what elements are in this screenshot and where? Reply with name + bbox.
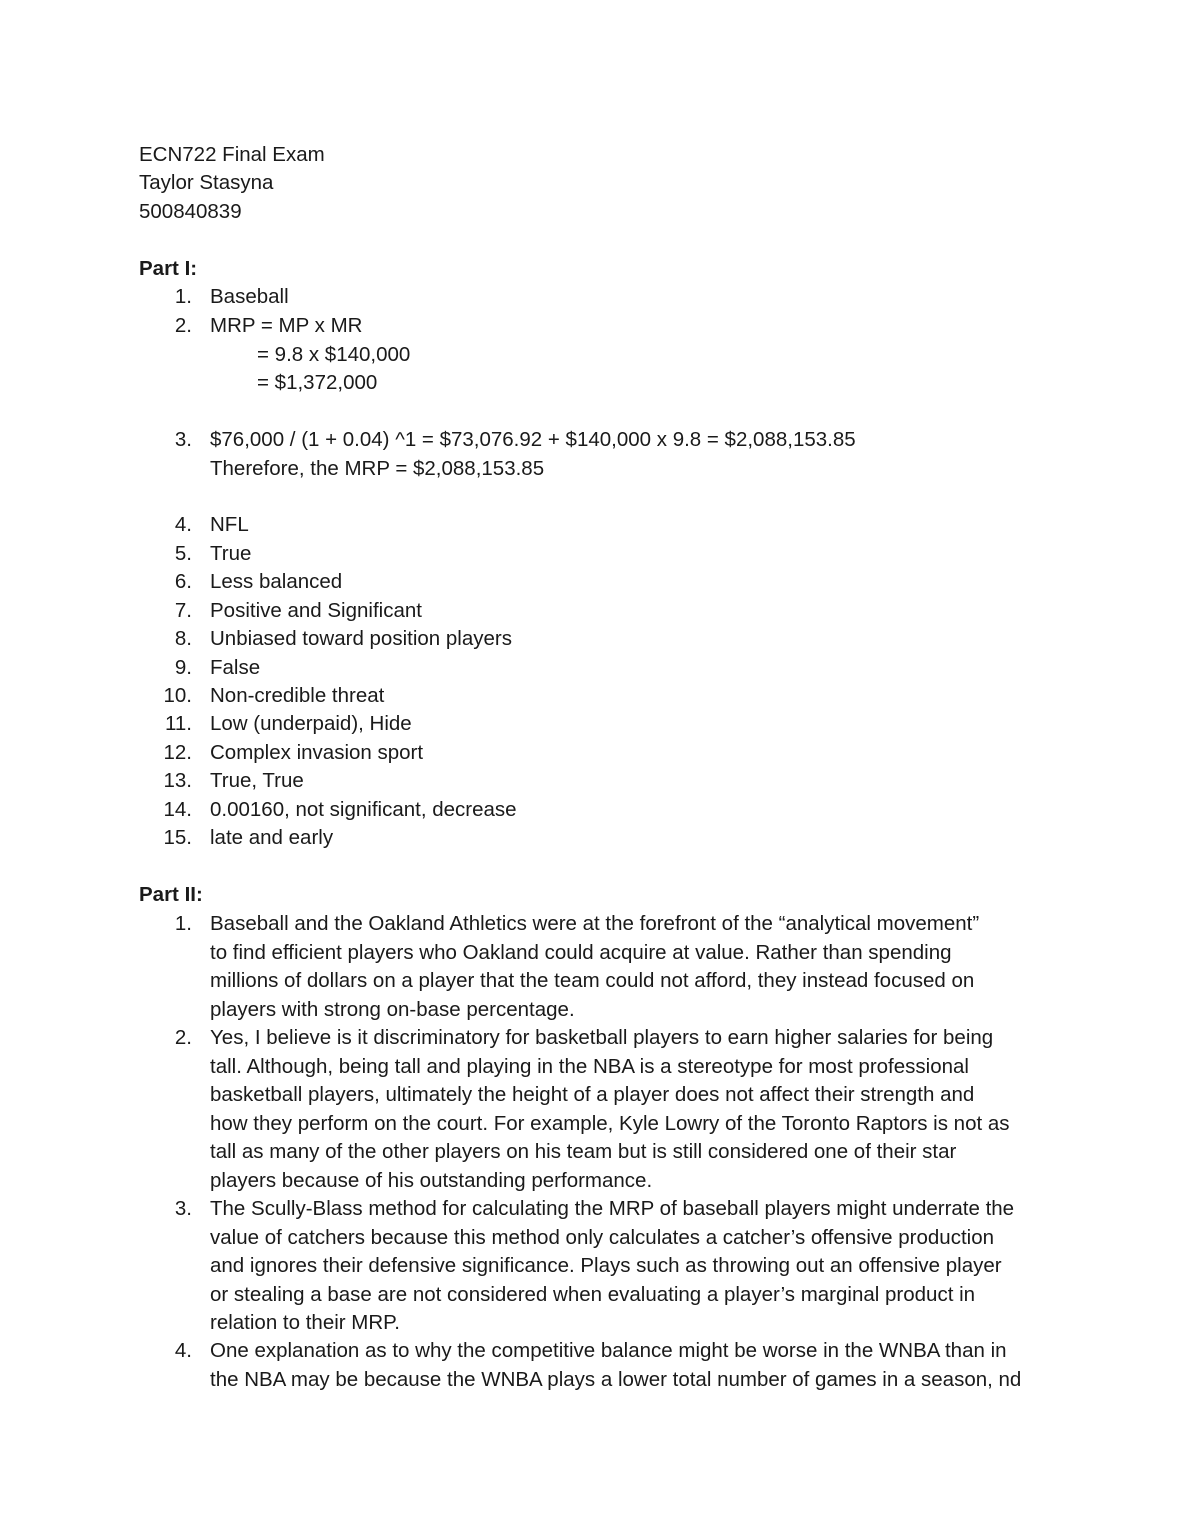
list-item-text: Less balanced xyxy=(210,570,343,593)
list-item-text: Therefore, the MRP = $2,088,153.85 xyxy=(210,456,545,480)
part-1-heading: Part I: xyxy=(139,257,198,280)
list-item-number: 8. xyxy=(174,627,192,650)
list-item-text: Baseball xyxy=(210,285,289,308)
list-item-text: True, True xyxy=(210,769,304,792)
list-item-text: NFL xyxy=(210,513,249,536)
student-name: Taylor Stasyna xyxy=(139,171,274,194)
list-item-number: 1. xyxy=(174,912,192,935)
list-item-number: 5. xyxy=(174,542,192,565)
paragraph-line: and ignores their defensive significance. Plays such as throwing out an offensive player xyxy=(210,1254,1002,1277)
list-item-text: True xyxy=(210,542,252,565)
list-item-text: 0.00160, not significant, decrease xyxy=(210,798,517,821)
list-item-number: 13. xyxy=(163,769,192,792)
list-item-number: 12. xyxy=(163,741,192,764)
paragraph-line: relation to their MRP. xyxy=(210,1311,400,1334)
list-item-number: 15. xyxy=(163,826,192,849)
student-id: 500840839 xyxy=(139,200,242,223)
paragraph-line: players with strong on-base percentage. xyxy=(210,997,575,1021)
paragraph-line: millions of dollars on a player that the team could not afford, they instead focused on xyxy=(210,969,975,992)
list-item-number: 7. xyxy=(174,599,192,622)
list-item-number: 4. xyxy=(174,1339,192,1362)
list-item-number: 4. xyxy=(174,513,192,536)
list-item-text: Complex invasion sport xyxy=(210,741,424,764)
paragraph-line: One explanation as to why the competitive balance might be worse in the WNBA than in xyxy=(210,1339,1007,1362)
list-item-number: 2. xyxy=(174,314,192,337)
equation-line: = $1,372,000 xyxy=(257,371,378,394)
list-item-number: 9. xyxy=(174,656,192,679)
list-item-number: 1. xyxy=(174,285,192,308)
paragraph-line: to find efficient players who Oakland could acquire at value. Rather than spending xyxy=(210,940,952,964)
list-item-number: 11. xyxy=(165,712,192,735)
paragraph-line: tall as many of the other players on his team but is still considered one of their star xyxy=(210,1140,957,1163)
list-item-number: 6. xyxy=(174,570,192,593)
list-item-text: Unbiased toward position players xyxy=(210,627,512,650)
paragraph-line: Baseball and the Oakland Athletics were at the forefront of the “analytical movement” xyxy=(210,912,980,935)
paragraph-line: how they perform on the court. For example, Kyle Lowry of the Toronto Raptors is not as xyxy=(210,1111,1010,1135)
paragraph-line: tall. Although, being tall and playing in the NBA is a stereotype for most professional xyxy=(210,1054,969,1078)
course-title: ECN722 Final Exam xyxy=(139,143,325,166)
list-item-number: 14. xyxy=(163,798,192,821)
paragraph-line: value of catchers because this method only calculates a catcher’s offensive production xyxy=(210,1225,995,1249)
list-item-text: False xyxy=(210,656,261,679)
paragraph-line: players because of his outstanding performance. xyxy=(210,1168,653,1192)
paragraph-line: the NBA may be because the WNBA plays a lower total number of games in a season, nd xyxy=(210,1367,1022,1391)
list-item-number: 3. xyxy=(174,428,192,451)
part-2-heading: Part II: xyxy=(139,883,203,906)
paragraph-line: or stealing a base are not considered when evaluating a player’s marginal product in xyxy=(210,1282,976,1306)
paragraph-line: The Scully-Blass method for calculating the MRP of baseball players might underrate the xyxy=(210,1197,1015,1220)
paragraph-line: Yes, I believe is it discriminatory for basketball players to earn higher salaries for being xyxy=(210,1026,994,1049)
list-item-text: Low (underpaid), Hide xyxy=(210,712,412,735)
list-item-text: $76,000 / (1 + 0.04) ^1 = $73,076.92 + $140,000 x 9.8 = $2,088,153.85 xyxy=(210,428,856,451)
paragraph-line: basketball players, ultimately the height of a player does not affect their strength and xyxy=(210,1083,975,1106)
list-item-number: 2. xyxy=(174,1026,192,1049)
list-item-text: MRP = MP x MR xyxy=(210,314,363,337)
list-item-text: Positive and Significant xyxy=(210,599,422,622)
equation-line: = 9.8 x $140,000 xyxy=(257,342,411,366)
list-item-text: late and early xyxy=(210,826,334,849)
list-item-number: 3. xyxy=(174,1197,192,1220)
list-item-number: 10. xyxy=(163,684,192,707)
list-item-text: Non-credible threat xyxy=(210,684,385,707)
